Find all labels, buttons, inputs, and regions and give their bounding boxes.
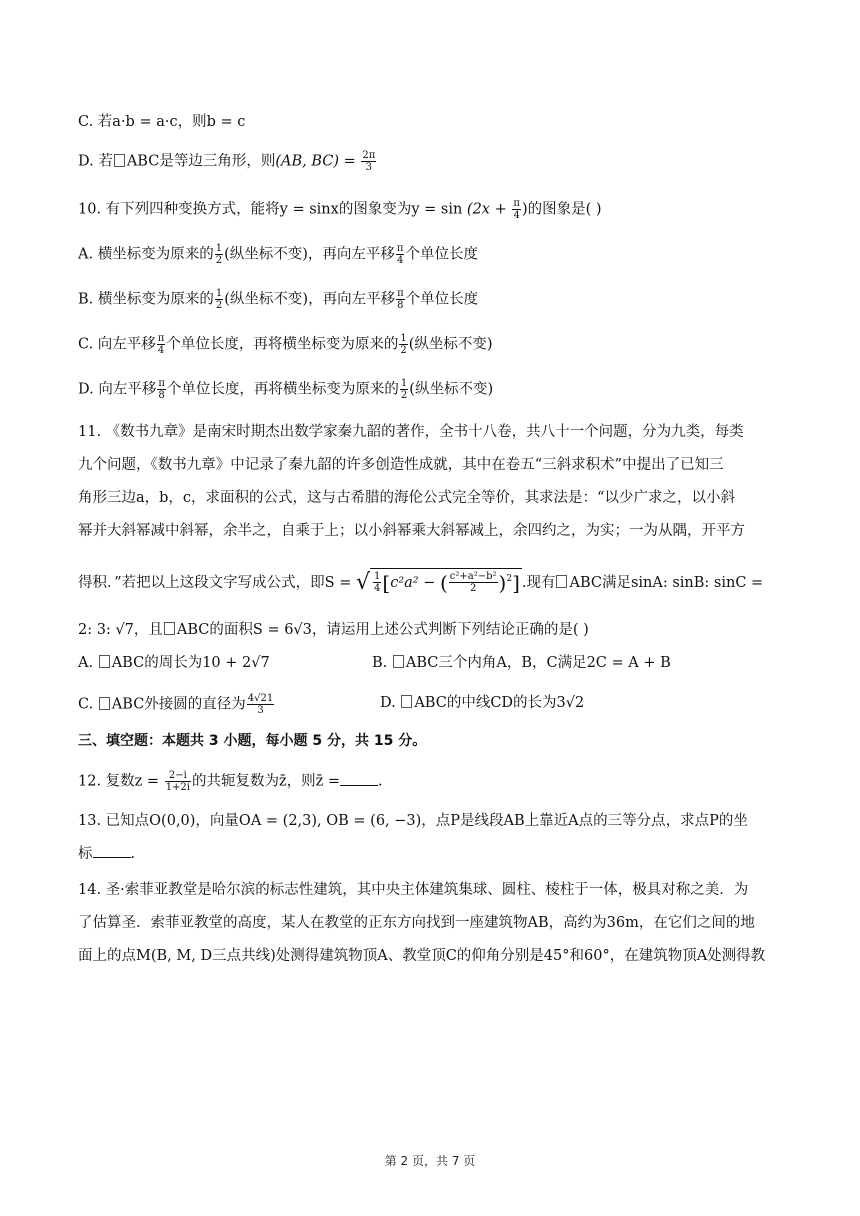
fraction: $\frac{\pi}{8}$ (397, 288, 404, 311)
radical: $\frac{1}{4}$ [c²a² − ( $\frac{\text{c²+a²−b²}}{2}$ )$^2$] (370, 568, 522, 594)
q11-line-3: 角形三边a，b，c，求面积的公式，这与古希腊的海伦公式完全等价，其求法是：“以少广求之，以小斜 (78, 490, 735, 506)
q12: 12. 复数z = $\frac{2-i}{1+2i}$ 的共轭复数为z̄，则z̄ = . (78, 770, 383, 793)
section-heading: 三、填空题：本题共 3 小题，每小题 5 分，共 15 分。 (78, 733, 427, 749)
triangle-symbol (99, 697, 110, 710)
q11-line-1: 11. 《数书九章》是南宋时期杰出数学家秦九韶的著作，全书十八卷，共八十一个问题，分为九类，每类 (78, 424, 744, 440)
q14-line-2: 了估算圣．索菲亚教堂的高度，某人在教堂的正东方向找到一座建筑物AB，高约为36m，在它们之间的地 (78, 915, 755, 931)
fraction: $\frac{\pi}{4}$ (513, 198, 520, 221)
q11-option-c: C. ABC外接圆的直径为 $\frac{4√21}{3}$ (78, 693, 274, 716)
fraction: $\frac{1}{2}$ (215, 288, 223, 311)
q11-option-b: B. ABC三个内角A，B，C满足2C = A + B (372, 655, 671, 671)
triangle-symbol (393, 655, 404, 668)
q10-option-d: D. 向左平移 $\frac{\pi}{8}$ 个单位长度，再将横坐标变为原来的 $\frac{1}{2}$ (纵坐标不变) (78, 378, 494, 401)
q13-line-2: 标 . (78, 846, 136, 862)
fraction: $\frac{2-i}{1+2i}$ (165, 770, 190, 793)
q11-line-6: 2: 3: √7，且 ABC的面积S = 6√3，请运用上述公式判断下列结论正确的是( ) (78, 622, 589, 638)
q14-line-1: 14. 圣·索菲亚教堂是哈尔滨的标志性建筑，其中央主体建筑集球、圆柱、棱柱于一体，极具对称之美．为 (78, 882, 749, 898)
triangle-symbol (114, 154, 125, 167)
q11-line-4: 幂并大斜幂减中斜幂，余半之，自乘于上；以小斜幂乘大斜幂减上，余四约之，为实；一为从隅，开平方 (78, 523, 745, 539)
q14-line-3: 面上的点M(B, M, D三点共线)处测得建筑物顶A、教堂顶C的仰角分别是45°和60°，在建筑物顶A处测得教 (78, 948, 766, 964)
fraction: $\frac{\pi}{8}$ (158, 378, 165, 401)
q10-stem: 10. 有下列四种变换方式，能将y = sinx的图象变为y = sin (2x + $\frac{\pi}{4}$ )的图象是( ) (78, 198, 602, 221)
q10-option-a: A. 横坐标变为原来的 $\frac{1}{2}$ (纵坐标不变)，再向左平移 $\frac{\pi}{4}$ 个单位长度 (78, 243, 478, 266)
fraction: $\frac{2\pi}{3}$ (362, 150, 376, 173)
q9-option-d: D. 若 ABC是等边三角形，则(AB, BC) = $\frac{2\pi}{3}$ (78, 150, 376, 173)
page-footer: 第 2 页，共 7 页 (384, 1154, 476, 1168)
q10-option-c: C. 向左平移 $\frac{\pi}{4}$ 个单位长度，再将横坐标变为原来的 $\frac{1}{2}$ (纵坐标不变) (78, 333, 493, 356)
q13-line-1: 13. 已知点O(0,0)，向量OA = (2,3), OB = (6, −3)，点P是线段AB上靠近A点的三等分点，求点P的坐 (78, 813, 748, 829)
answer-blank (93, 845, 131, 858)
q11-line-2: 九个问题，《数书九章》中记录了秦九韶的许多创造性成就，其中在卷五“三斜求积术”中提出了已知三 (78, 457, 724, 473)
q11-option-d: D. ABC的中线CD的长为3√2 (380, 695, 585, 711)
triangle-symbol (401, 695, 412, 708)
answer-blank (340, 773, 378, 786)
q11-option-a: A. ABC的周长为10 + 2√7 (78, 655, 270, 671)
q9-option-c: C. 若a·b = a·c，则b = c (78, 114, 246, 130)
triangle-symbol (164, 622, 175, 635)
fraction: $\frac{4√21}{3}$ (247, 693, 274, 716)
fraction: $\frac{\pi}{4}$ (157, 333, 165, 356)
q10-option-b: B. 横坐标变为原来的 $\frac{1}{2}$ (纵坐标不变)，再向左平移 $\frac{\pi}{8}$ 个单位长度 (78, 288, 479, 311)
fraction: $\frac{\pi}{4}$ (396, 243, 404, 266)
q11-line-5: 得积．”若把以上这段文字写成公式，即S = √ $\frac{1}{4}$ [c²a² − ( $\frac{\text{c²+a²−b²}}{2}$ )$^2$] .现有 ABC满足sinA: sinB: sinC = (78, 569, 764, 595)
fraction: $\frac{1}{2}$ (215, 243, 223, 266)
triangle-symbol (556, 575, 567, 588)
triangle-symbol (99, 655, 110, 668)
fraction: $\frac{\text{c²+a²−b²}}{2}$ (449, 571, 497, 595)
fraction: $\frac{1}{2}$ (400, 333, 407, 356)
fraction: $\frac{1}{2}$ (400, 378, 408, 401)
